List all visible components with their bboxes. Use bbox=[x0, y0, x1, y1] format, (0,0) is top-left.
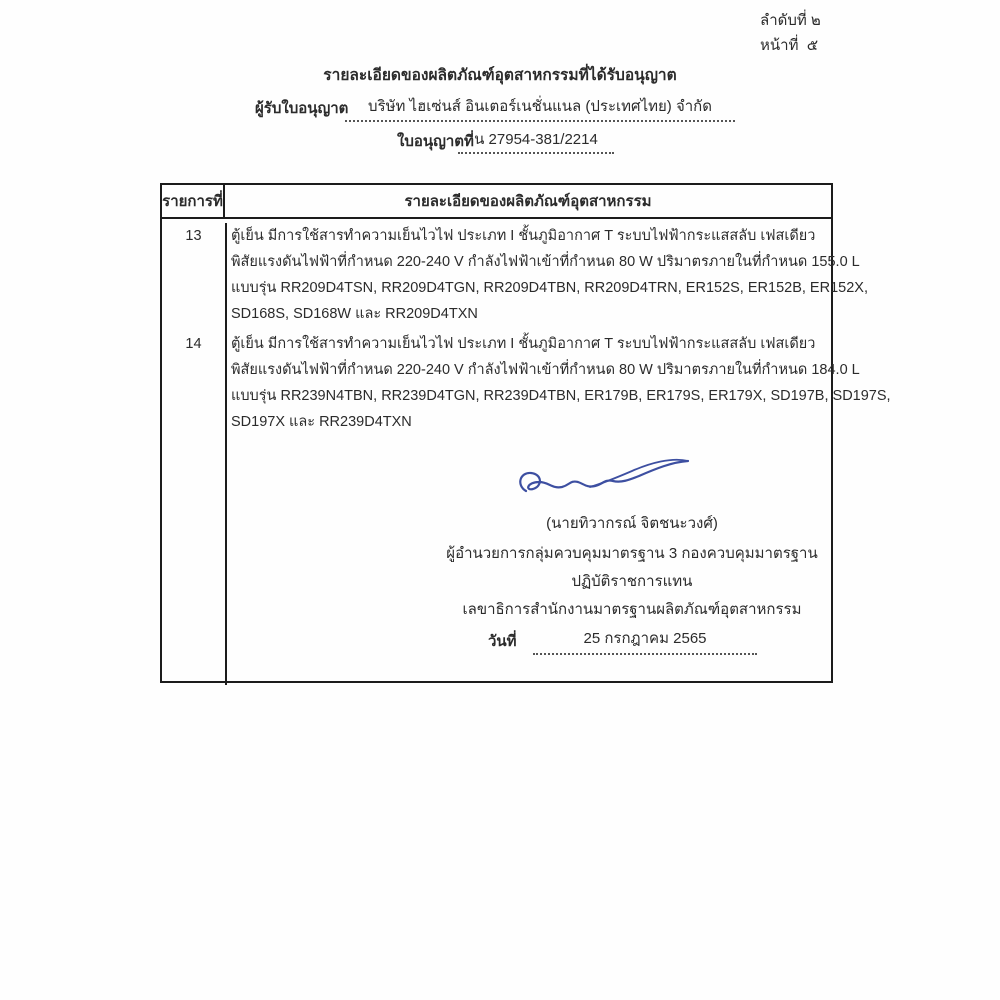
license-number-value: น 27954-381/2214 bbox=[474, 131, 598, 148]
date-value: 25 กรกฎาคม 2565 bbox=[583, 630, 707, 647]
license-number-label: ใบอนุญาตที่ bbox=[397, 133, 474, 150]
detail-line: SD168S, SD168W และ RR209D4TXN bbox=[231, 306, 478, 322]
sequence-number-label: ลำดับที่ ๒ bbox=[760, 12, 821, 29]
licensee-value-field bbox=[345, 94, 735, 122]
column-divider bbox=[225, 223, 227, 685]
table-header-row bbox=[162, 185, 831, 219]
item-number: 14 bbox=[185, 336, 202, 352]
license-number-field bbox=[458, 127, 614, 154]
signer-position: ผู้อำนวยการกลุ่มควบคุมมาตรฐาน 3 กองควบคุมมาตรฐาน bbox=[446, 545, 818, 562]
table-header-item-no: รายการที่ bbox=[162, 185, 225, 217]
detail-line: พิสัยแรงดันไฟฟ้าที่กำหนด 220-240 V กำลังไฟฟ้าเข้าที่กำหนด 80 W ปริมาตรภายในที่กำหนด 155.0 L bbox=[231, 254, 860, 270]
table-body bbox=[162, 223, 891, 685]
table-row bbox=[162, 223, 868, 327]
item-number: 13 bbox=[185, 228, 202, 244]
item-details bbox=[225, 223, 872, 327]
licensee-value: บริษัท ไฮเซ่นส์ อินเตอร์เนชั่นแนล (ประเทศไทย) จำกัด bbox=[368, 98, 712, 115]
document-title: รายละเอียดของผลิตภัณฑ์อุตสาหกรรมที่ได้รับอนุญาต bbox=[323, 67, 677, 84]
licensee-label: ผู้รับใบอนุญาต bbox=[255, 100, 349, 117]
secretary-general-text: เลขาธิการสำนักงานมาตรฐานผลิตภัณฑ์อุตสาหกรรม bbox=[462, 601, 802, 618]
detail-line: พิสัยแรงดันไฟฟ้าที่กำหนด 220-240 V กำลังไฟฟ้าเข้าที่กำหนด 80 W ปริมาตรภายในที่กำหนด 184.0 L bbox=[231, 362, 860, 378]
date-label: วันที่ bbox=[488, 633, 517, 650]
acting-on-behalf-text: ปฏิบัติราชการแทน bbox=[571, 573, 693, 590]
signer-name: (นายทิวากรณ์ จิตชนะวงศ์) bbox=[546, 515, 718, 532]
item-details bbox=[225, 331, 895, 435]
signature-image bbox=[512, 455, 694, 505]
detail-line: ตู้เย็น มีการใช้สารทำความเย็นไวไฟ ประเภท I ชั้นภูมิอากาศ T ระบบไฟฟ้ากระแสสลับ เฟสเดียว bbox=[231, 336, 816, 352]
detail-line: SD197X และ RR239D4TXN bbox=[231, 414, 412, 430]
detail-line: แบบรุ่น RR239N4TBN, RR239D4TGN, RR239D4TBN, ER179B, ER179S, ER179X, SD197B, SD197S, bbox=[231, 388, 891, 404]
date-field bbox=[533, 627, 757, 655]
table-header-details: รายละเอียดของผลิตภัณฑ์อุตสาหกรรม bbox=[404, 193, 652, 210]
corner-labels bbox=[760, 8, 850, 58]
detail-line: ตู้เย็น มีการใช้สารทำความเย็นไวไฟ ประเภท I ชั้นภูมิอากาศ T ระบบไฟฟ้ากระแสสลับ เฟสเดียว bbox=[231, 228, 816, 244]
page-number-label: หน้าที่ ๕ bbox=[760, 37, 819, 54]
detail-line: แบบรุ่น RR209D4TSN, RR209D4TGN, RR209D4TBN, RR209D4TRN, ER152S, ER152B, ER152X, bbox=[231, 280, 868, 296]
table-row bbox=[162, 331, 891, 435]
products-table bbox=[160, 183, 891, 683]
